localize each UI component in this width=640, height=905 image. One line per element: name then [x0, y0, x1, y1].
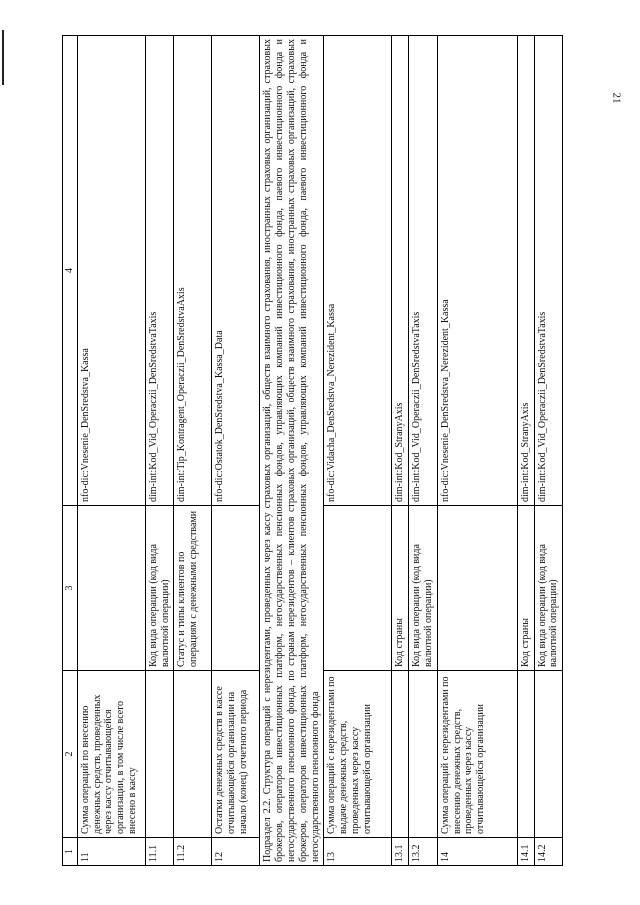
section-heading: Подраздел 2.2. Структура операций с нерезидентами, проведенных через кассу страховых организаций, обществ взаимного страхования, иностранных страховых организаций, страховых брокеров, операторов инвестиционных платформ, негосударственных пенсионных фондов, управляющих компаний инвестиционного фонда, паевого инвестиционного фонда и негосударственного пенсионного фонда, по странам нерезидентов – клиентов страховых организаций, обществ взаимного страхования, иностранных страховых организаций, страховых брокеров, операторов инвестиционных платформ, негосударственных пенсионных фондов, управляющих компаний инвестиционного фонда, паевого инвестиционного фонда и негосударственного пенсионного фонда — [260, 36, 324, 866]
row-code: nfo-dic:Vnesenie_DenSredstva_Kassa — [77, 36, 145, 506]
row-description — [534, 671, 563, 838]
table-row — [392, 36, 409, 866]
row-description: Сумма операций с нерезидентами по выдаче денежных средств, проведенных через кассу отчитывающейся организации — [324, 671, 392, 838]
table-row — [409, 36, 438, 866]
row-number: 13.2 — [409, 838, 438, 866]
section-row — [260, 36, 324, 866]
table-row — [324, 36, 392, 866]
row-description: Остатки денежных средств в кассе отчитывающейся организации на начало (конец) отчетного периода — [212, 671, 260, 838]
row-description — [517, 671, 534, 838]
table-row — [517, 36, 534, 866]
row-code: nfo-dic:Ostatok_DenSredstva_Kassa_Data — [212, 36, 260, 506]
row-number: 13.1 — [392, 838, 409, 866]
row-dimension — [212, 506, 260, 671]
row-dimension: Код страны — [392, 506, 409, 671]
table-row — [174, 36, 212, 866]
row-description: Сумма операций по внесению денежных средств, проведенных через кассу отчитывающейся организации, в том числе всего внесено в кассу — [77, 671, 145, 838]
row-number: 14.2 — [534, 838, 563, 866]
row-number: 12 — [212, 838, 260, 866]
row-dimension: Код вида операции (код вида валютной операции) — [534, 506, 563, 671]
row-description — [392, 671, 409, 838]
table-row — [534, 36, 563, 866]
row-description — [409, 671, 438, 838]
row-number: 14 — [437, 838, 517, 866]
row-code: nfo-dic:Vnesenie_DenSredstva_Nerezident_Kassa — [437, 36, 517, 506]
row-number: 14.1 — [517, 838, 534, 866]
row-number: 11.2 — [174, 838, 212, 866]
table-row — [212, 36, 260, 866]
header-cell: 3 — [63, 506, 78, 671]
row-number: 13 — [324, 838, 392, 866]
row-dimension — [77, 506, 145, 671]
table-row — [145, 36, 174, 866]
row-code: nfo-dic:Vidacha_DenSredstva_Nerezident_Kassa — [324, 36, 392, 506]
row-code: dim-int:Kod_Vid_Operaczii_DenSredstvaTaxis — [409, 36, 438, 506]
row-code: dim-int:Kod_StranyAxis — [517, 36, 534, 506]
row-number: 11 — [77, 838, 145, 866]
table-row — [437, 36, 517, 866]
header-cell: 2 — [63, 671, 78, 838]
header-cell: 1 — [63, 838, 78, 866]
row-code: dim-int:Tip_Kontragent_Operaczii_DenSredstvaAxis — [174, 36, 212, 506]
row-dimension — [437, 506, 517, 671]
data-table — [62, 35, 563, 866]
table-row — [77, 36, 145, 866]
scan-edge-mark — [2, 30, 4, 85]
row-code: dim-int:Kod_StranyAxis — [392, 36, 409, 506]
header-row — [63, 36, 78, 866]
row-dimension: Код вида операции (код вида валютной операции) — [409, 506, 438, 671]
row-description — [174, 671, 212, 838]
header-cell: 4 — [63, 36, 78, 506]
row-dimension: Код вида операции (код вида валютной операции) — [145, 506, 174, 671]
row-dimension: Код страны — [517, 506, 534, 671]
row-description: Сумма операций с нерезидентами по внесению денежных средств, проведенных через кассу отчитывающейся организации — [437, 671, 517, 838]
row-number: 11.1 — [145, 838, 174, 866]
row-dimension: Статус и типы клиентов по операциям с денежными средствами — [174, 506, 212, 671]
page-number: 21 — [610, 92, 623, 104]
row-code: dim-int:Kod_Vid_Operaczii_DenSredstvaTaxis — [145, 36, 174, 506]
row-description — [145, 671, 174, 838]
row-dimension — [324, 506, 392, 671]
rotated-page — [62, 36, 567, 866]
row-code: dim-int:Kod_Vid_Operaczii_DenSredstvaTaxis — [534, 36, 563, 506]
